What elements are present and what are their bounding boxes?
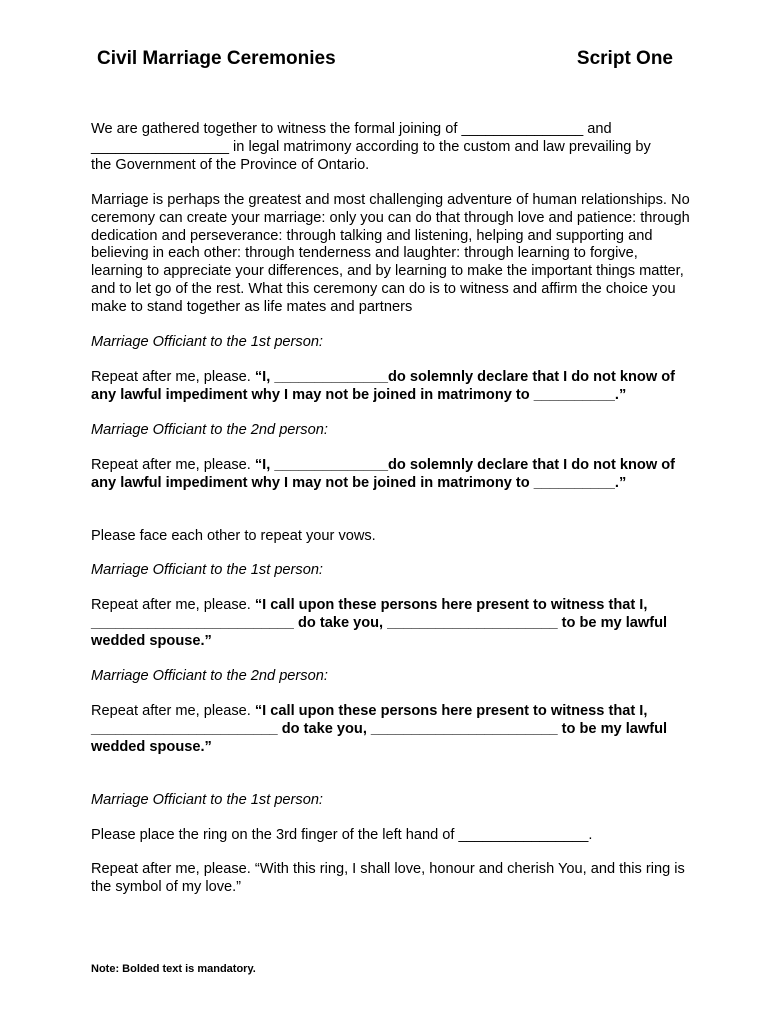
intro-line-3: the Government of the Province of Ontario. bbox=[91, 156, 370, 173]
vow-1st bbox=[91, 597, 691, 651]
intro-paragraph bbox=[91, 121, 691, 175]
officiant-heading-1st: Marriage Officiant to the 1st person: bbox=[91, 334, 323, 351]
ring-placement: Please place the ring on the 3rd finger of the left hand of ________________. bbox=[91, 826, 593, 843]
repeat-prefix: Repeat after me, please. bbox=[91, 597, 255, 614]
document-header bbox=[97, 48, 673, 70]
vow-2nd bbox=[91, 703, 691, 757]
repeat-prefix: Repeat after me, please. bbox=[91, 702, 255, 719]
mandatory-note: Note: Bolded text is mandatory. bbox=[91, 963, 256, 975]
declaration-1st bbox=[91, 369, 691, 405]
officiant-heading-1st-ring: Marriage Officiant to the 1st person: bbox=[91, 791, 323, 808]
ceremony-script bbox=[91, 121, 691, 914]
script-label: Script One bbox=[576, 48, 673, 69]
declaration-text-2nd: “I, ______________do solemnly declare that I do not know of any lawful impediment why I may not be joined in matrimony to __________.” bbox=[91, 456, 676, 491]
declaration-text-1st: “I, ______________do solemnly declare that I do not know of any lawful impediment why I may not be joined in matrimony to __________.” bbox=[91, 368, 676, 403]
repeat-prefix: Repeat after me, please. bbox=[91, 368, 255, 385]
declaration-2nd bbox=[91, 457, 691, 493]
vow-text-1st: “I call upon these persons here present to witness that I, _________________________ do take you, _____________________ to be my lawful wedded spouse.” bbox=[91, 597, 668, 650]
marriage-paragraph: Marriage is perhaps the greatest and most challenging adventure of human relationships. No ceremony can create your marriage: only you can do that through love and patience: through dedication and perseverance: through talking and listening, helping and supporting and believing in each other: through tenderness and laughter: through learning to forgive, learning to appreciate your differences, and by learning to make the important things matter, and to let go of the rest. What this ceremony can do is to witness and affirm the choice you make to stand together as life mates and partners bbox=[91, 191, 690, 316]
officiant-heading-2nd: Marriage Officiant to the 2nd person: bbox=[91, 421, 328, 438]
vow-text-2nd: “I call upon these persons here present to witness that I, _______________________ do take you, _______________________ to be my lawful wedded spouse.” bbox=[91, 702, 668, 755]
officiant-heading-1st-vows: Marriage Officiant to the 1st person: bbox=[91, 562, 323, 579]
intro-line-1: We are gathered together to witness the formal joining of _______________ and bbox=[91, 121, 612, 137]
face-each-other: Please face each other to repeat your vows. bbox=[91, 527, 376, 544]
officiant-heading-2nd-vows: Marriage Officiant to the 2nd person: bbox=[91, 668, 328, 685]
intro-line-2: _________________ in legal matrimony according to the custom and law prevailing by bbox=[91, 138, 651, 155]
repeat-prefix: Repeat after me, please. bbox=[91, 456, 255, 473]
ring-vow: Repeat after me, please. “With this ring, I shall love, honour and cherish You, and this ring is the symbol of my love.” bbox=[91, 861, 685, 896]
document-title: Civil Marriage Ceremonies bbox=[97, 48, 336, 69]
